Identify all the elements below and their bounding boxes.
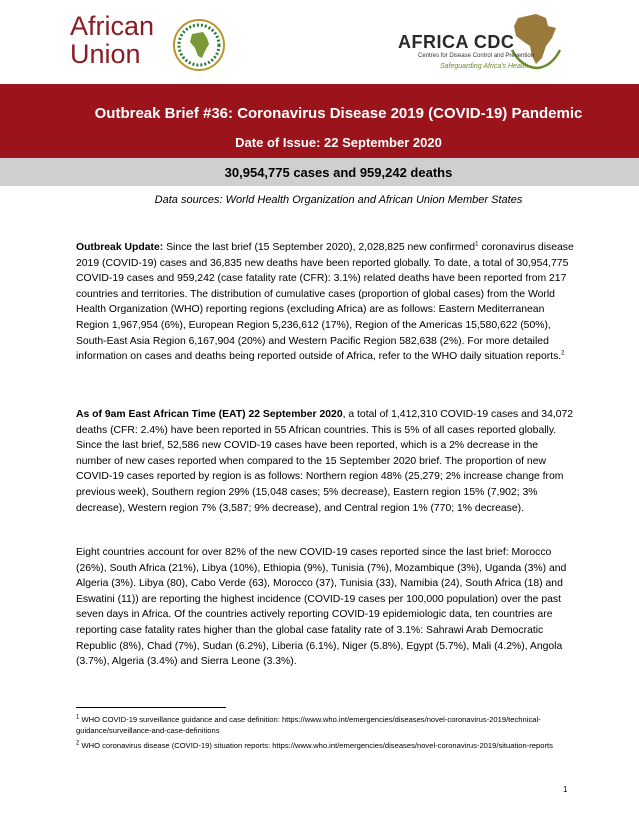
footnote-2-mark: 2 xyxy=(76,740,80,747)
footnote-ref-1: 1 xyxy=(475,241,479,248)
footnote-2 xyxy=(76,740,576,751)
africa-update-paragraph xyxy=(76,407,576,516)
footnote-1-text: WHO COVID-19 surveillance guidance and case definition: https://www.who.int/emergencies/diseases/novel-coronavirus-2019/technical-guidance/surveillance-and-case-definitions xyxy=(76,715,541,735)
cases-summary-bar xyxy=(0,158,639,186)
p1-text-a: Since the last brief (15 September 2020), 2,028,825 new confirmed xyxy=(163,242,476,253)
footnote-2-text: WHO coronavirus disease (COVID-19) situation reports: https://www.who.int/emergencies/diseases/novel-coronavirus-2019/situation-reports xyxy=(79,741,553,750)
au-line2: Union xyxy=(70,39,141,69)
brief-title: Outbreak Brief #36: Coronavirus Disease 2019 (COVID-19) Pandemic xyxy=(94,105,583,122)
footnote-1-mark: 1 xyxy=(76,714,80,721)
outbreak-update-paragraph xyxy=(76,240,576,365)
footnote-ref-2: 2 xyxy=(561,350,565,357)
p3-text: Eight countries account for over 82% of the new COVID-19 cases reported since the last brief: Morocco (26%), South Africa (21%), Libya (10%), Ethiopia (9%), Tunisia (7%), Mozambique (3%), Uganda (3%) and Algeria (3%). Libya (80), Cabo Verde (63), Morocco (37), Tunisia (33), Namibia (24), South Africa (18) and Eswatini (11)) are reporting the highest incidence (COVID-19 cases per 100,000 population) over the past seven days in Africa. Of the countries actively reporting COVID-19 epidemiologic data, ten countries are reporting case fatality rates higher than the global case fatality rate of 3.1%: Sahrawi Arab Democratic Republic (8%), Chad (7%), Sudan (6.2%), Liberia (6.1%), Niger (5.8%), Egypt (5.7%), Mali (4.2%), Angola (3.7%), Algeria (3.4%) and Sierra Leone (3.3%). xyxy=(76,547,567,668)
cases-summary: 30,954,775 cases and 959,242 deaths xyxy=(224,165,453,180)
african-union-emblem-icon xyxy=(172,18,226,72)
outbreak-update-heading: Outbreak Update: xyxy=(76,242,164,253)
countries-paragraph xyxy=(76,545,576,670)
footnote-1 xyxy=(76,714,576,736)
page-header xyxy=(0,0,639,82)
p1-text-b: coronavirus disease 2019 (COVID-19) cases and 36,835 new deaths have been reported globally. To date, a total of 30,954,775 COVID-19 cases and 959,242 (case fatality rate (CFR): 3.1%) related deaths have been reported from 217 countries and territories. The distribution of cumulative cases (proportion of global cases) from the World Health Organization (WHO) reporting regions (excluding Africa) are as follows: Eastern Mediterranean Region 1,967,954 (6%), European Region 5,236,612 (17%), Region of the Americas 15,580,622 (50%), South-East Asia Region 6,167,904 (20%) and Western Pacific Region 582,638 (2%). For more detailed information on cases and deaths being reported outside of Africa, refer to the WHO daily situation reports. xyxy=(76,242,574,363)
african-union-logo xyxy=(70,12,230,78)
page-number: 1 xyxy=(563,785,568,794)
african-union-wordmark xyxy=(70,12,154,68)
africa-cdc-title: AFRICA CDC xyxy=(398,32,515,52)
issue-date: Date of Issue: 22 September 2020 xyxy=(235,135,442,150)
p2-text: , a total of 1,412,310 COVID-19 cases and 34,072 deaths (CFR: 2.4%) have been reported in 55 African countries. This is 5% of all cases reported globally. Since the last brief, 52,586 new COVID-19 cases have been reported, which is a 2% decrease in the number of new cases reported when compared to the 15 September 2020 brief. The proportion of new COVID-19 cases reported by region is as follows: Northern region 48% (25,279; 2% increase change from previous week), Southern region 29% (15,048 cases; 5% decrease), Eastern region 15% (7,902; 3% decrease), Western region 7% (3,587; 9% decrease), and Central region 1% (770; 1% decrease). xyxy=(76,409,574,514)
africa-cdc-subtitle: Centres for Disease Control and Prevention xyxy=(418,53,535,59)
data-sources: Data sources: World Health Organization and African Union Member States xyxy=(154,194,523,206)
title-banner xyxy=(0,84,639,158)
footnote-divider xyxy=(76,707,226,708)
africa-cdc-tagline: Safeguarding Africa's Health xyxy=(440,63,529,70)
africa-cdc-logo xyxy=(396,10,596,80)
africa-update-heading: As of 9am East African Time (EAT) 22 September 2020 xyxy=(76,409,343,420)
au-line1: African xyxy=(70,11,155,41)
